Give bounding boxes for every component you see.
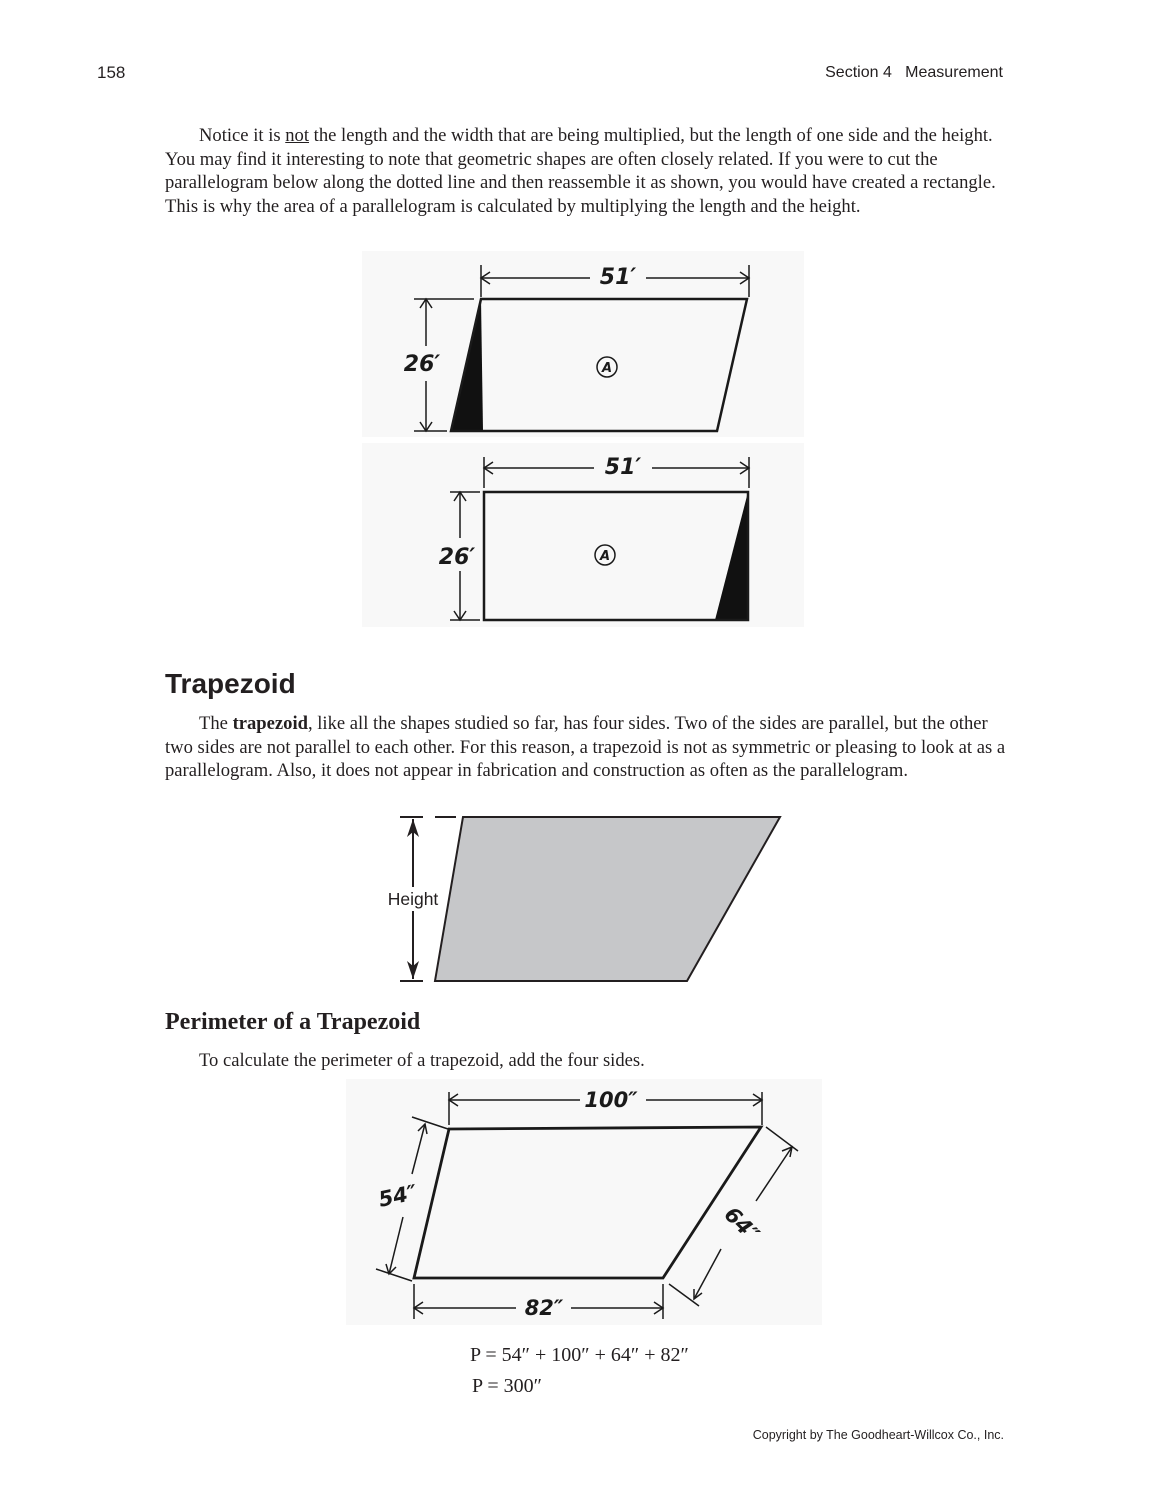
parallelogram-figure [362, 251, 804, 437]
trapezoid-height-figure [370, 805, 800, 995]
parallelogram-diagram [362, 251, 804, 437]
right-side-label: 64″ [719, 1202, 764, 1247]
area-marker: A [599, 549, 611, 564]
height-label: 26′ [438, 545, 476, 570]
top-side-label: 100″ [584, 1088, 638, 1112]
perimeter-equation-sum: P = 54″ + 100″ + 64″ + 82″ [470, 1344, 689, 1366]
intro-paragraph [165, 124, 1010, 218]
trapezoid-heading: Trapezoid [165, 668, 296, 699]
area-marker: A [601, 361, 613, 376]
width-label: 51′ [599, 265, 637, 290]
rectangle-diagram [362, 443, 804, 627]
perimeter-heading: Perimeter of a Trapezoid [165, 1009, 421, 1035]
copyright-notice: Copyright by The Goodheart-Willcox Co., Inc. [752, 1428, 1004, 1442]
running-head: Section 4 Measurement [825, 64, 1003, 81]
height-label: 26′ [403, 352, 441, 377]
trapezoid-height-diagram [370, 805, 800, 995]
trapezoid-term: trapezoid [232, 713, 308, 734]
height-label: Height [387, 889, 439, 909]
trapezoid-para-prefix: The [199, 713, 233, 734]
perimeter-figure [346, 1079, 822, 1325]
left-side-label: 54″ [376, 1180, 420, 1212]
perimeter-paragraph [165, 1049, 1010, 1073]
trapezoid-paragraph [165, 712, 1010, 783]
trapezoid-para-rest: , like all the shapes studied so far, has four sides. Two of the sides are parallel, but the other two sides are not parallel to each other. For this reason, a trapezoid is not as symmetric or pleasing to look at as a parallelogram. Also, it does not appear in fabrication and construction as often as the parallelogram. [165, 713, 1006, 782]
underlined-not: not [285, 125, 310, 146]
page-number: 158 [97, 63, 126, 82]
perimeter-text: To calculate the perimeter of a trapezoid, add the four sides. [199, 1050, 645, 1071]
width-label: 51′ [604, 455, 642, 480]
intro-text-rest: the length and the width that are being multiplied, but the length of one side and the height. You may find it interesting to note that geometric shapes are often closely related. If you were to cut the parallelogram below along the dotted line and then reassemble it as shown, you would have created a rectangle. This is why the area of a parallelogram is calculated by multiplying the length and the height. [165, 125, 996, 217]
perimeter-diagram [346, 1079, 822, 1325]
bottom-side-label: 82″ [524, 1296, 564, 1320]
rectangle-figure [362, 443, 804, 627]
intro-text-start: Notice it is [199, 125, 286, 146]
perimeter-equation-result: P = 300″ [472, 1375, 542, 1397]
